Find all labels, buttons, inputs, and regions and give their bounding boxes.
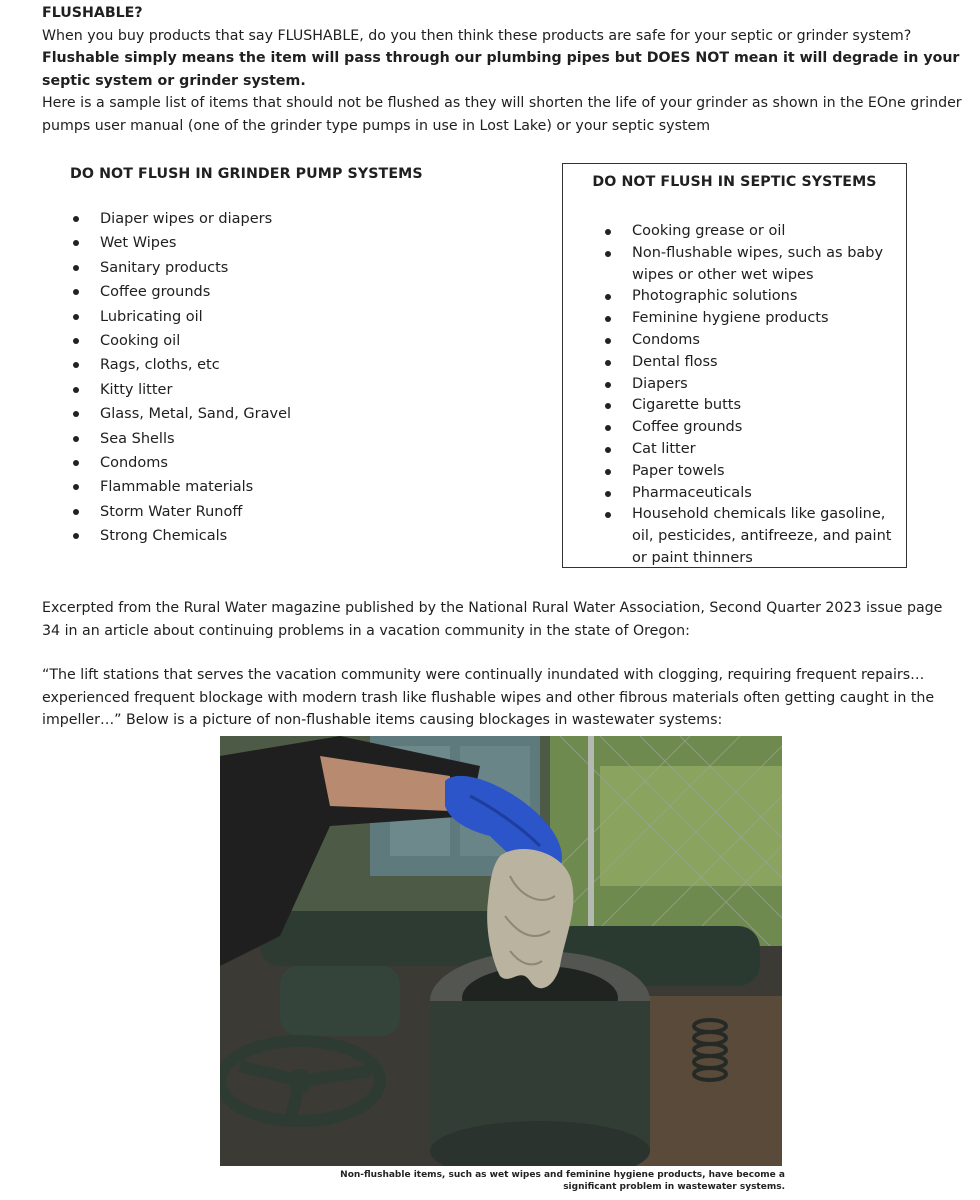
list-item: Diapers [602,374,892,396]
list-item: Kitty litter [70,378,510,402]
article-quote: “The lift stations that serves the vacation community were continually inundated with clogging, requiring frequent repairs…experienced frequent blockage with modern trash like flushable wipes and other fibrous materials often getting caught in the impeller…” Below is a picture of non-flushable items causing blockages in wastewater systems: [42,667,935,728]
list-item: Flammable materials [70,475,510,499]
intro-section [42,2,962,137]
list-item: Sea Shells [70,427,510,451]
grinder-pump-section [70,166,510,549]
excerpt-source: Excerpted from the Rural Water magazine published by the National Rural Water Association, Second Quarter 2023 issue page 34 in an article about continuing problems in a vacation community in the state of Oregon: [42,600,943,639]
list-item: Diaper wipes or diapers [70,207,510,231]
septic-list-heading: DO NOT FLUSH IN SEPTIC SYSTEMS [592,174,877,190]
intro-question: When you buy products that say FLUSHABLE, do you then think these products are safe for your septic or grinder system? [42,27,912,44]
list-item: Cigarette butts [602,395,892,417]
list-item: Dental floss [602,352,892,374]
list-item: Strong Chemicals [70,524,510,548]
list-item: Photographic solutions [602,286,892,308]
document-heading: FLUSHABLE? [42,5,143,21]
list-item: Storm Water Runoff [70,500,510,524]
list-item: Feminine hygiene products [602,308,892,330]
list-item: Coffee grounds [602,417,892,439]
grinder-list [70,207,510,549]
list-item: Paper towels [602,461,892,483]
list-item: Coffee grounds [70,280,510,304]
list-item: Pharmaceuticals [602,483,892,505]
photo-caption [220,1169,785,1193]
pipe [260,911,510,966]
blockage-photo [220,736,782,1166]
list-item: Household chemicals like gasoline, oil, pesticides, antifreeze, and paint or paint thinners [602,504,892,569]
list-item: Non-flushable wipes, such as baby wipes or other wet wipes [602,243,892,287]
list-item: Rags, cloths, etc [70,353,510,377]
sample-list-intro: Here is a sample list of items that should not be flushed as they will shorten the life of your grinder as shown in the EOne grinder pumps user manual (one of the grinder type pumps in use in Lost Lake) or your septic system [42,95,962,134]
list-item: Wet Wipes [70,231,510,255]
list-item: Lubricating oil [70,305,510,329]
list-item: Condoms [70,451,510,475]
grinder-list-heading: DO NOT FLUSH IN GRINDER PUMP SYSTEMS [70,166,423,182]
list-item: Condoms [602,330,892,352]
list-item: Sanitary products [70,256,510,280]
list-item: Cooking oil [70,329,510,353]
caption-line: significant problem in wastewater systems. [563,1182,785,1192]
septic-systems-box [562,163,907,568]
caption-line: Non-flushable items, such as wet wipes and feminine hygiene products, have become a [340,1170,785,1180]
list-item: Cat litter [602,439,892,461]
septic-list [602,221,892,570]
list-item: Cooking grease or oil [602,221,892,243]
flushable-definition: Flushable simply means the item will pass through our plumbing pipes but DOES NOT mean it will degrade in your septic system or grinder system. [42,50,960,89]
list-item: Glass, Metal, Sand, Gravel [70,402,510,426]
